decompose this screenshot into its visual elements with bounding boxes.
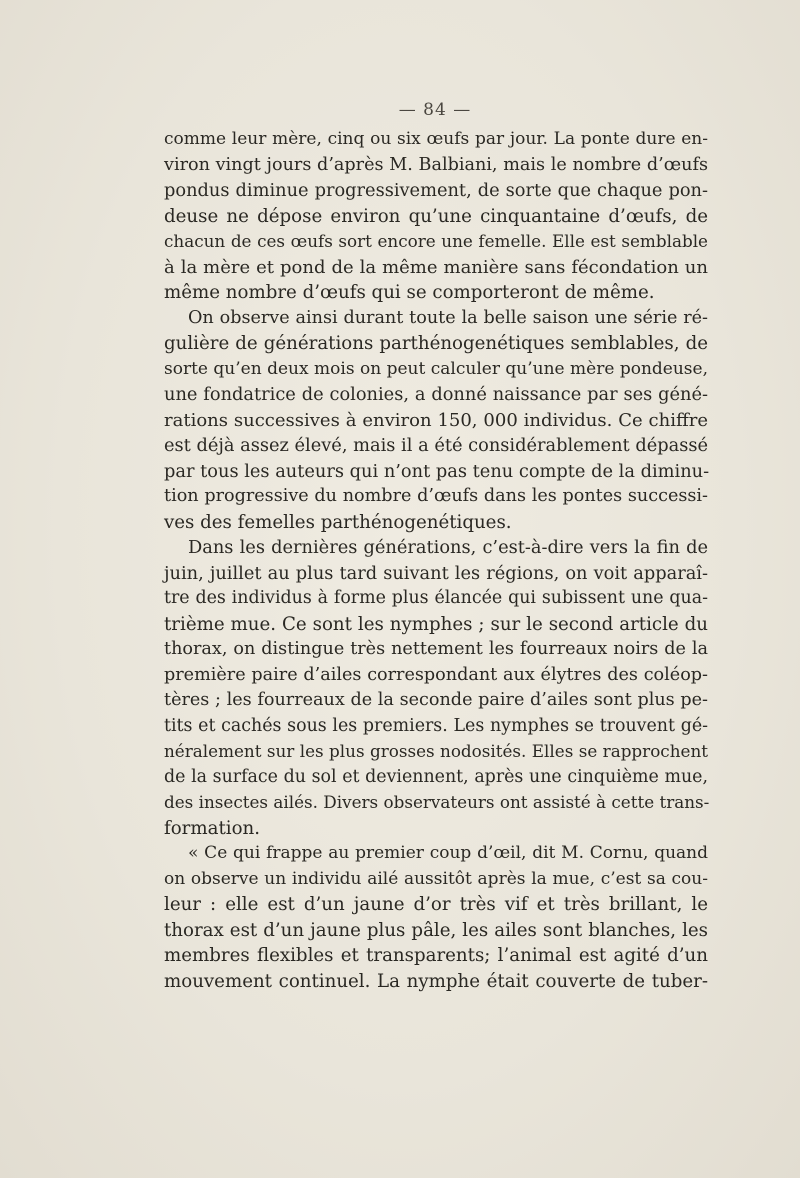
body-text [164,127,708,994]
text-line: thorax est d’un jaune plus pâle, les ailes sont blanches, les [164,919,708,941]
page-number: — 84 — [398,100,472,120]
text-line: viron vingt jours d’après M. Balbiani, mais le nombre d’œufs [164,154,708,175]
text-line: On observe ainsi durant toute la belle saison une série ré- [188,307,708,328]
text-line: tères ; les fourreaux de la seconde paire d’ailes sont plus pe- [164,690,708,710]
text-line: chacun de ces œufs sort encore une femelle. Elle est semblable [164,231,708,251]
text-line: néralement sur les plus grosses nodosités. Elles se rapprochent [164,741,708,761]
text-line: membres flexibles et transparents; l’animal est agité d’un [164,945,708,966]
text-line: par tous les auteurs qui n’ont pas tenu compte de la diminu- [164,460,710,482]
text-line: est déjà assez élevé, mais il a été considérablement dépassé [164,435,708,456]
text-line: des insectes ailés. Divers observateurs ont assisté à cette trans- [164,792,710,812]
text-line: de la surface du sol et deviennent, après une cinquième mue, [164,766,708,787]
text-line: « Ce qui frappe au premier coup d’œil, dit M. Cornu, quand [188,843,708,863]
text-line: leur : elle est d’un jaune d’or très vif et très brillant, le [164,894,708,915]
text-line: tre des individus à forme plus élancée qui subissent une qua- [164,588,708,608]
text-line: rations successives à environ 150, 000 individus. Ce chiffre [164,409,708,431]
text-line: deuse ne dépose environ qu’une cinquantaine d’œufs, de [164,205,708,227]
text-line: même nombre d’œufs qui se comporteront de même. [164,282,655,303]
text-line: ves des femelles parthénogenétiques. [164,511,512,533]
text-line: on observe un individu ailé aussitôt après la mue, c’est sa cou- [164,868,708,889]
text-line: à la mère et pond de la même manière sans fécondation un [164,256,708,278]
text-line: juin, juillet au plus tard suivant les régions, on voit apparaî- [164,562,708,584]
text-line: première paire d’ailes correspondant aux élytres des coléop- [164,664,708,685]
text-line: comme leur mère, cinq ou six œufs par jour. La ponte dure en- [164,129,708,149]
text-line: gulière de générations parthénogenétiques semblables, de [164,333,708,354]
text-line: pondus diminue progressivement, de sorte que chaque pon- [164,180,708,201]
text-line: sorte qu’en deux mois on peut calculer qu’une mère pondeuse, [164,358,708,379]
text-line: tion progressive du nombre d’œufs dans les pontes successi- [164,486,708,506]
text-line: Dans les dernières générations, c’est-à-dire vers la fin de [188,537,708,558]
text-line: une fondatrice de colonies, a donné naissance par ses géné- [164,384,708,405]
text-line: tits et cachés sous les premiers. Les nymphes se trouvent gé- [164,715,708,736]
text-line: trième mue. Ce sont les nymphes ; sur le second article du [164,613,708,635]
text-line: formation. [164,817,261,839]
text-line: thorax, on distingue très nettement les fourreaux noirs de la [164,639,708,659]
text-line: mouvement continuel. La nymphe était couverte de tuber- [164,970,708,992]
